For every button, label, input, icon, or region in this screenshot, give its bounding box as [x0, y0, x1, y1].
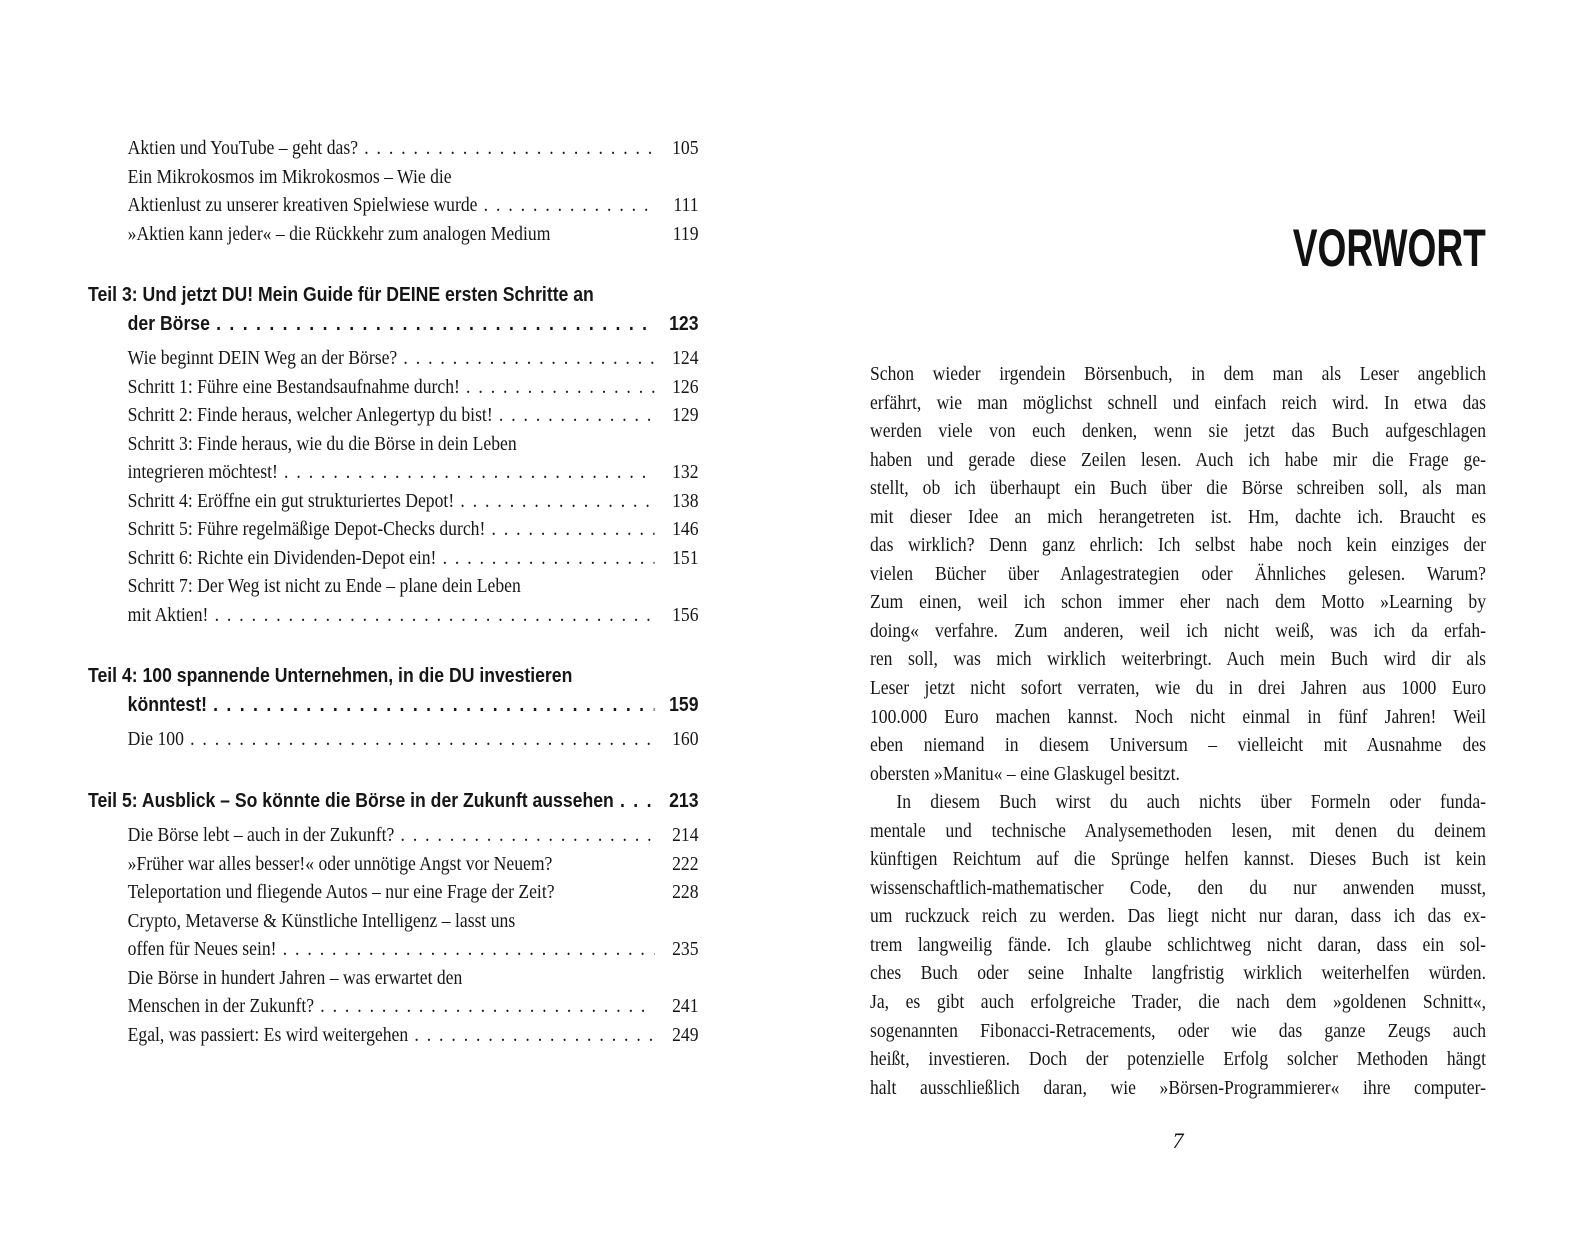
toc-entry-line: [88, 220, 699, 249]
toc-line-text: Aktienlust zu unserer kreativen Spielwiese wurde: [127, 194, 478, 216]
toc-line-text: Teil 4: 100 spannende Unternehmen, in die DU investieren: [88, 665, 573, 687]
toc-page-number: 214: [672, 824, 699, 846]
toc-line-text: der Börse: [127, 312, 210, 335]
toc-entry-line: [88, 878, 699, 907]
toc-entry-group: [88, 134, 699, 248]
toc-page-number: 124: [672, 347, 699, 369]
toc-dot-leader: [414, 1021, 654, 1050]
toc-entry-line: [88, 544, 699, 573]
foreword-text-line: Zum einen, weil ich schon immer eher nach dem Motto »Learning by: [870, 591, 1486, 614]
toc-section-heading: [88, 662, 699, 719]
toc-page-number: 151: [672, 546, 699, 569]
toc-page-number: 111: [673, 194, 699, 216]
toc-line-text: Schritt 4: Eröffne ein gut strukturiertes Depot!: [127, 489, 455, 512]
toc-page-number: 222: [672, 852, 699, 875]
toc-entry-line: [88, 191, 699, 220]
foreword-text-line: Ja, es gibt auch erfolgreiche Trader, die nach dem »goldenen Schnitt«,: [870, 991, 1486, 1014]
toc-dot-leader: [284, 458, 654, 487]
toc-entry-line: [88, 515, 699, 544]
toc-line-text: Aktien und YouTube – geht das?: [127, 137, 359, 159]
foreword-text-line: In diesem Buch wirst du auch nichts über Formeln oder funda-: [896, 791, 1486, 814]
toc-line-text: Schritt 5: Führe regelmäßige Depot-Checks durch!: [127, 518, 486, 540]
toc-entry-line: [88, 907, 699, 936]
foreword-text-line: eben niemand in diesem Universum – vielleicht mit Ausnahme des: [870, 734, 1486, 757]
foreword-text-line: trem langweilig fände. Ich glaube schlichtweg nicht daran, dass ein sol-: [870, 933, 1486, 956]
toc-line-text: »Aktien kann jeder« – die Rückkehr zum analogen Medium: [127, 222, 551, 245]
toc-entry-line: [88, 401, 699, 430]
toc-line-text: Ein Mikrokosmos im Mikrokosmos – Wie die: [127, 165, 452, 188]
toc-section: [88, 134, 699, 248]
toc-line-text: könntest!: [127, 693, 207, 716]
toc-dot-leader: [283, 935, 655, 964]
toc-dot-leader: [364, 134, 654, 163]
toc-page-number: 159: [669, 693, 699, 716]
toc-page-number: 156: [672, 603, 699, 626]
toc-entry-line: [88, 725, 699, 754]
toc-section: [88, 662, 699, 754]
toc-line-text: Schritt 1: Führe eine Bestandsaufnahme durch!: [127, 375, 460, 398]
toc-page-number: 105: [672, 137, 699, 159]
toc-entry-line: [88, 572, 699, 601]
toc-line-text: Teil 3: Und jetzt DU! Mein Guide für DEINE ersten Schritte an: [88, 284, 594, 306]
toc-dot-leader: [216, 310, 654, 339]
toc-page-number: 123: [669, 312, 699, 335]
toc-line-text: Die Börse in hundert Jahren – was erwartet den: [127, 966, 463, 989]
foreword-text-line: doing« verfahre. Zum anderen, weil ich nicht weiß, was ich da erfah-: [870, 619, 1486, 642]
foreword-text-line: halt ausschließlich daran, wie »Börsen-Programmierer« ihre computer-: [870, 1076, 1486, 1099]
toc-line-text: Menschen in der Zukunft?: [127, 995, 315, 1017]
toc-entry-line: [88, 134, 699, 163]
foreword-text-line: das wirklich? Denn ganz ehrlich: Ich selbst habe noch kein einziges der: [870, 534, 1486, 557]
toc-line-text: Schritt 6: Richte ein Dividenden-Depot ein!: [127, 546, 437, 569]
foreword-text-line: mentale und technische Analysemethoden lesen, mit denen du deinem: [870, 819, 1486, 842]
foreword-body: [870, 360, 1486, 1102]
toc-section: [88, 787, 699, 1050]
toc-entry-line: [88, 850, 699, 879]
toc-dot-leader: [400, 821, 654, 850]
toc-line-text: Wie beginnt DEIN Weg an der Börse?: [127, 347, 398, 369]
foreword-text-line: heißt, investieren. Doch der potenzielle Erfolg solcher Methoden hängt: [870, 1048, 1486, 1071]
toc-line-text: Schritt 7: Der Weg ist nicht zu Ende – plane dein Leben: [127, 575, 521, 597]
toc-heading-line: [88, 281, 699, 310]
toc-line-text: Teleportation und fliegende Autos – nur eine Frage der Zeit?: [127, 881, 555, 903]
toc-dot-leader: [403, 344, 654, 373]
toc-section-heading: [88, 787, 699, 816]
toc-dot-leader: [215, 601, 655, 630]
toc-dot-leader: [484, 191, 655, 220]
foreword-text-line: 100.000 Euro machen kannst. Noch nicht einmal in fünf Jahren! Weil: [870, 705, 1486, 728]
toc-entry-line: [88, 935, 699, 964]
foreword-text-line: wissenschaftlich-mathematischer Code, den du nur anwenden musst,: [870, 876, 1486, 899]
toc-line-text: integrieren möchtest!: [127, 461, 278, 483]
foreword-text-line: ren soll, was mich wirklich weiterbringt. Auch mein Buch wird dir als: [870, 648, 1486, 671]
toc-heading-line: [88, 691, 699, 720]
toc-line-text: Schritt 3: Finde heraus, wie du die Börse in dein Leben: [127, 432, 517, 455]
toc-entry-group: [88, 821, 699, 1049]
toc-page-number: 228: [672, 881, 699, 903]
foreword-text-line: sogenannten Fibonacci-Retracements, oder wie das ganze Zeugs auch: [870, 1019, 1486, 1042]
toc-section: [88, 281, 699, 629]
toc-dot-leader: [443, 544, 655, 573]
foreword-text-line: obersten »Manitu« – eine Glaskugel besitzt.: [870, 762, 1180, 785]
foreword-text-line: vielen Bücher über Anlagestrategien oder Ähnliches gelesen. Warum?: [870, 562, 1486, 585]
foreword-text-line: erfährt, wie man möglichst schnell und einfach reich wird. In etwa das: [870, 391, 1486, 414]
toc-line-text: Crypto, Metaverse & Künstliche Intelligenz – lasst uns: [127, 909, 516, 932]
toc-entry-line: [88, 163, 699, 192]
toc-dot-leader: [460, 487, 654, 516]
toc-dot-leader: [620, 787, 655, 816]
toc-entry-line: [88, 373, 699, 402]
toc-entry-line: [88, 1021, 699, 1050]
toc-dot-leader: [499, 401, 655, 430]
foreword-text-line: Schon wieder irgendein Börsenbuch, in dem man als Leser angeblich: [870, 363, 1486, 385]
toc-dot-leader: [491, 515, 654, 544]
toc-heading-line: [88, 787, 699, 816]
toc-page-number: 249: [672, 1023, 699, 1046]
toc-page-number: 132: [672, 461, 699, 483]
toc-page-number: 213: [669, 789, 699, 812]
toc-entry-line: [88, 487, 699, 516]
toc-line-text: offen für Neues sein!: [127, 938, 277, 960]
toc-entry-line: [88, 964, 699, 993]
toc-section-heading: [88, 281, 699, 338]
toc-page-number: 160: [672, 728, 699, 750]
foreword-text-line: stellt, ob ich überhaupt ein Buch über die Börse schreiben soll, als man: [870, 477, 1486, 500]
toc-line-text: »Früher war alles besser!« oder unnötige Angst vor Neuem?: [127, 852, 553, 875]
foreword-text-line: um ruckzuck reich zu werden. Das liegt nicht nur daran, dass ich das ex-: [870, 905, 1486, 928]
toc-page-number: 126: [672, 375, 699, 398]
toc-page-number: 119: [672, 222, 699, 245]
toc-dot-leader: [320, 992, 654, 1021]
toc-dot-leader: [190, 725, 654, 754]
toc-entry-line: [88, 821, 699, 850]
toc-line-text: Schritt 2: Finde heraus, welcher Anlegertyp du bist!: [127, 404, 493, 426]
toc-page-number: 146: [672, 518, 699, 540]
toc-entry-line: [88, 458, 699, 487]
toc-page: [88, 134, 699, 1049]
foreword-text-line: ches Buch oder seine Inhalte langfristig wirklich weiterhelfen würden.: [870, 962, 1486, 985]
page-number: 7: [1172, 1128, 1184, 1153]
toc-line-text: Teil 5: Ausblick – So könnte die Börse in der Zukunft aussehen: [88, 789, 614, 812]
toc-line-text: Die Börse lebt – auch in der Zukunft?: [127, 824, 395, 846]
toc-entry-line: [88, 344, 699, 373]
toc-entry-line: [88, 601, 699, 630]
toc-entry-line: [88, 430, 699, 459]
toc-page-number: 235: [672, 938, 699, 960]
toc-page-number: 138: [672, 489, 699, 512]
toc-page-number: 241: [672, 995, 699, 1017]
toc-line-text: Die 100: [127, 728, 184, 750]
foreword-text-line: haben und gerade diese Zeilen lesen. Auch ich habe mir die Frage ge-: [870, 448, 1486, 471]
toc-line-text: Egal, was passiert: Es wird weitergehen: [127, 1023, 409, 1046]
foreword-text-line: werden viele von euch denken, wenn sie jetzt das Buch aufgeschlagen: [870, 420, 1486, 443]
toc-line-text: mit Aktien!: [127, 603, 209, 626]
foreword-text-line: mit dieser Idee an mich herangetreten ist. Hm, dachte ich. Braucht es: [870, 505, 1486, 528]
toc-entry-group: [88, 344, 699, 629]
toc-dot-leader: [466, 373, 654, 402]
foreword-text-line: künftigen Reichtum auf die Sprünge helfen kannst. Dieses Buch ist kein: [870, 848, 1486, 871]
toc-dot-leader: [213, 691, 654, 720]
toc-entry-line: [88, 992, 699, 1021]
page-title: VORWORT: [1292, 219, 1486, 278]
toc-page-number: 129: [672, 404, 699, 426]
toc-heading-line: [88, 662, 699, 691]
toc-heading-line: [88, 310, 699, 339]
toc-entry-group: [88, 725, 699, 754]
foreword-text-line: Leser jetzt nicht sofort verraten, wie du in drei Jahren aus 1000 Euro: [870, 677, 1486, 700]
